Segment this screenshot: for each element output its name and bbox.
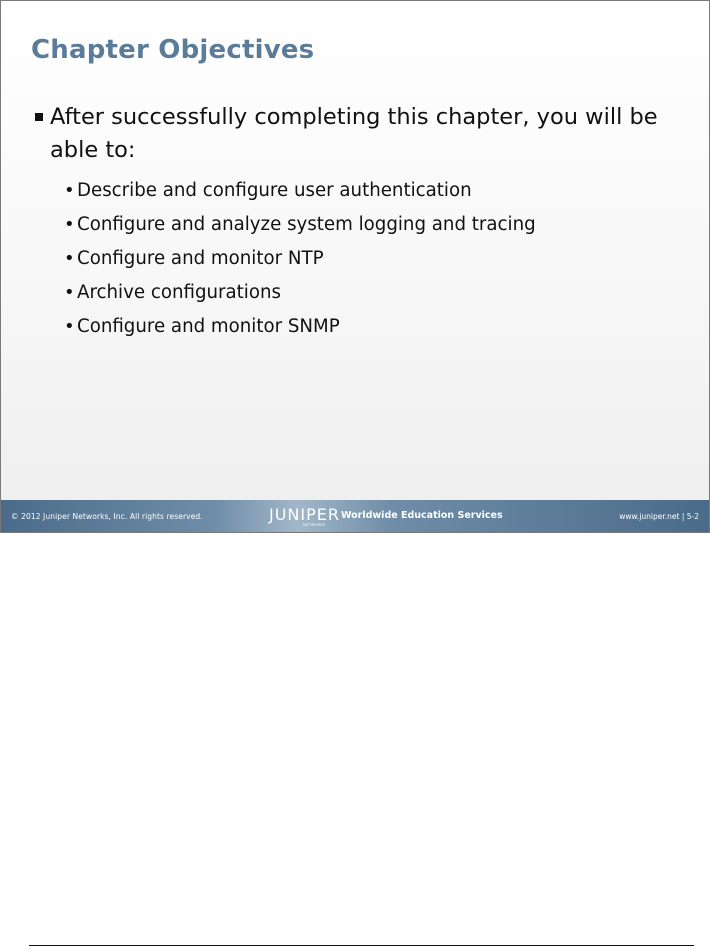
square-bullet-icon	[35, 113, 43, 121]
objective-text: Describe and configure user authentication	[77, 180, 472, 201]
bullet-dot-icon: •	[64, 214, 75, 235]
juniper-logo	[269, 505, 340, 527]
main-bullet-text: After successfully completing this chapter, you will be able to:	[50, 104, 658, 163]
bullet-dot-icon: •	[64, 180, 75, 201]
slide-title: Chapter Objectives	[31, 35, 315, 65]
bullet-dot-icon: •	[64, 282, 75, 303]
objective-text: Configure and monitor SNMP	[77, 316, 340, 337]
logo-wordmark: JUNIPER	[269, 505, 340, 524]
tagline: Worldwide Education Services	[341, 510, 503, 521]
objective-text: Archive configurations	[77, 282, 281, 303]
objective-item	[64, 242, 536, 276]
objective-item	[64, 276, 536, 310]
objectives-list	[64, 174, 536, 344]
bullet-dot-icon: •	[64, 248, 75, 269]
objective-text: Configure and monitor NTP	[77, 248, 324, 269]
objective-item	[64, 208, 536, 242]
bullet-dot-icon: •	[64, 316, 75, 337]
objective-item	[64, 310, 536, 344]
objective-item	[64, 174, 536, 208]
page-bottom-rule	[29, 945, 694, 946]
logo-subtext: NETWORKS	[303, 523, 326, 527]
objective-text: Configure and analyze system logging and tracing	[77, 214, 536, 235]
url-page-number: www.juniper.net | 5-2	[619, 512, 699, 521]
copyright-text: © 2012 Juniper Networks, Inc. All rights reserved.	[11, 512, 203, 521]
main-bullet	[35, 101, 685, 167]
slide-footer	[1, 500, 709, 532]
